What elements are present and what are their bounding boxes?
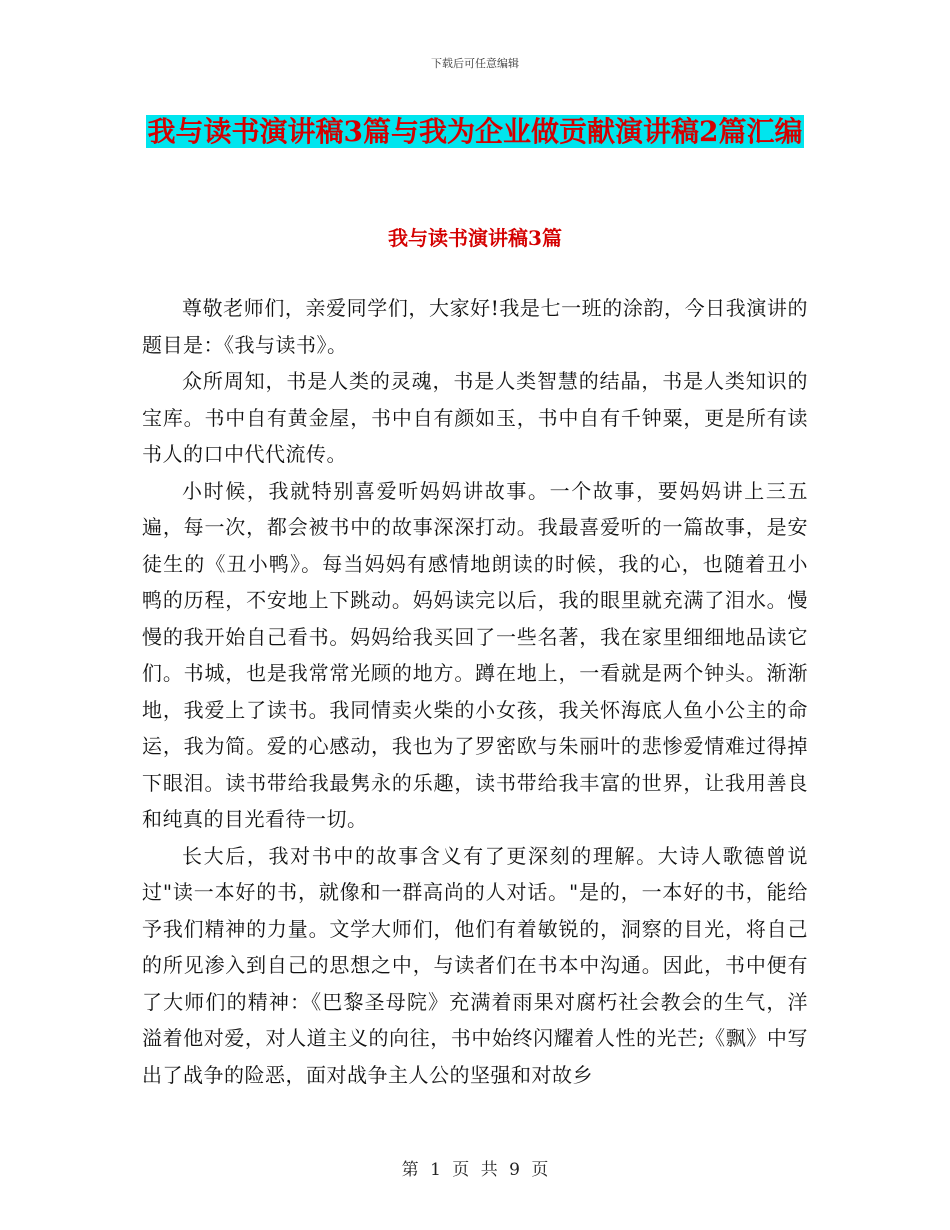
- paragraph: 小时候，我就特别喜爱听妈妈讲故事。一个故事，要妈妈讲上三五遍，每一次，都会被书中的故事深深打动。我最喜爱听的一篇故事，是安徒生的《丑小鸭》。每当妈妈有感情地朗读的时候，我的心，也随着丑小鸭的历程，不安地上下跳动。妈妈读完以后，我的眼里就充满了泪水。慢慢的我开始自己看书。妈妈给我买回了一些名著，我在家里细细地品读它们。书城，也是我常常光顾的地方。蹲在地上，一看就是两个钟头。渐渐地，我爱上了读书。我同情卖火柴的小女孩，我关怀海底人鱼小公主的命运，我为简。爱的心感动，我也为了罗密欧与朱丽叶的悲惨爱情难过得掉下眼泪。读书带给我最隽永的乐趣，读书带给我丰富的世界，让我用善良和纯真的目光看待一切。: [142, 478, 808, 831]
- title-highlight: 我与读书演讲稿3篇与我为企业做贡献演讲稿2篇汇编: [147, 115, 803, 148]
- page-footer: 第 1 页 共 9 页: [401, 1160, 549, 1180]
- paragraph: 尊敬老师们，亲爱同学们，大家好!我是七一班的涂韵，今日我演讲的题目是：《我与读书》。: [142, 296, 808, 357]
- body-text: [142, 290, 808, 1093]
- document-title: [140, 108, 810, 156]
- section-subtitle: 我与读书演讲稿3篇: [388, 226, 562, 250]
- paragraph: 长大后，我对书中的故事含义有了更深刻的理解。大诗人歌德曾说过"读一本好的书，就像和一群高尚的人对话。"是的，一本好的书，能给予我们精神的力量。文学大师们，他们有着敏锐的，洞察的目光，将自己的所见渗入到自己的思想之中，与读者们在书本中沟通。因此，书中便有了大师们的精神：《巴黎圣母院》充满着雨果对腐朽社会教会的生气，洋溢着他对爱，对人道主义的向往，书中始终闪耀着人性的光芒;《飘》中写出了战争的险恶，面对战争主人公的坚强和对故乡: [142, 843, 808, 1087]
- paragraph: 众所周知，书是人类的灵魂，书是人类智慧的结晶，书是人类知识的宝库。书中自有黄金屋，书中自有颜如玉，书中自有千钟粟，更是所有读书人的口中代代流传。: [142, 369, 808, 466]
- header-note: 下载后可任意编辑: [431, 57, 519, 70]
